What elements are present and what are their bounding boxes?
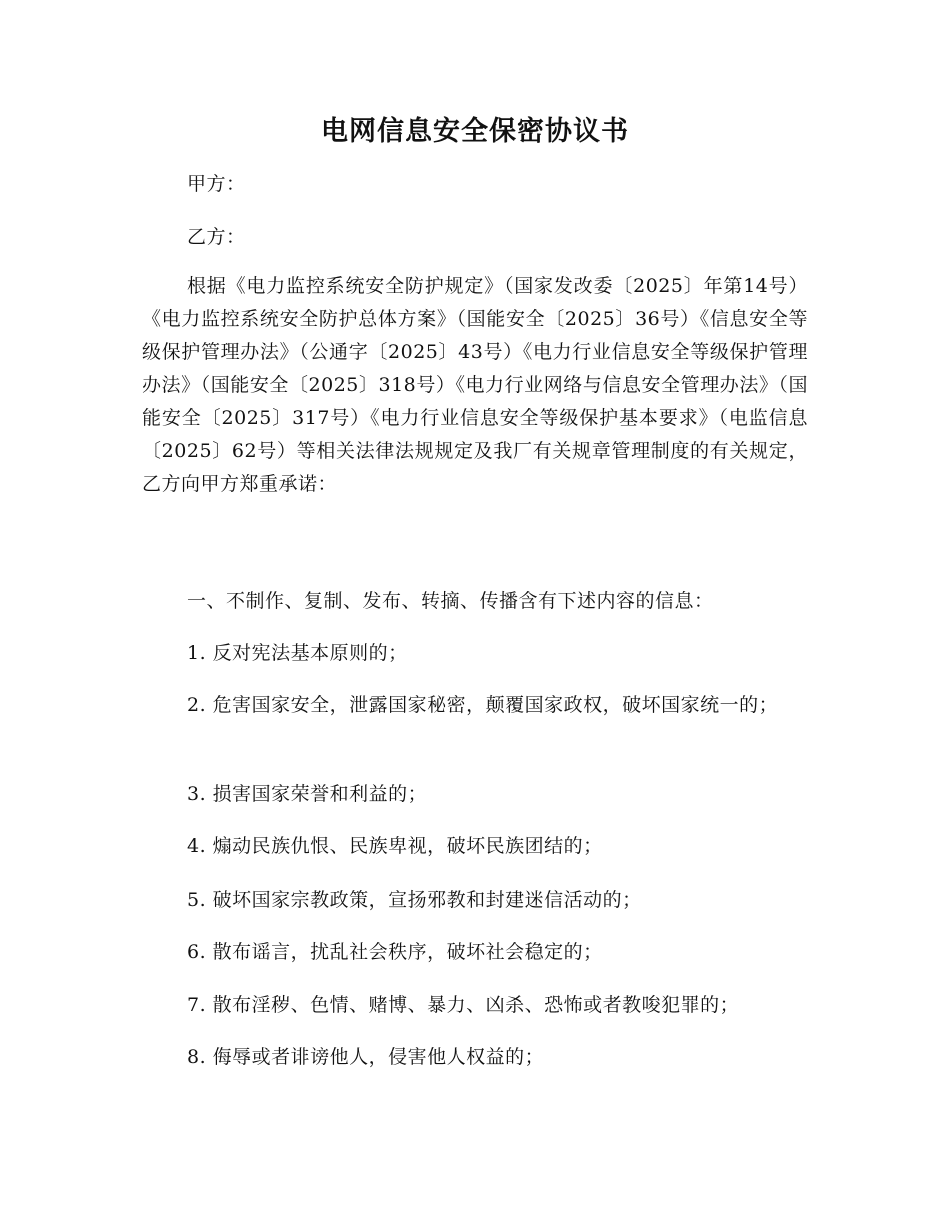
party-a-label: 甲方： xyxy=(187,173,246,195)
list-item: 4. 煽动民族仇恨、民族卑视，破坏民族团结的； xyxy=(187,835,603,857)
list-item: 3. 损害国家荣誉和利益的； xyxy=(187,783,428,805)
list-item: 7. 散布淫秽、色情、赌博、暴力、凶杀、恐怖或者教唆犯罪的； xyxy=(187,994,740,1016)
intro-paragraph: 根据《电力监控系统安全防护规定》（国家发改委〔2025〕年第14号）《电力监控系统安全防护总体方案》（国能安全〔2025〕36号）《信息安全等级保护管理办法》（公通字〔2025〕43号）《电力行业信息安全等级保护管理办法》（国能安全〔2025〕318号）《电力行业网络与信息安全管理办法》（国能安全〔2025〕317号）《电力行业信息安全等级保护基本要求》（电监信息〔2025〕62号）等相关法律法规规定及我厂有关规章管理制度的有关规定，乙方向甲方郑重承诺： xyxy=(142,275,808,495)
list-item: 8. 侮辱或者诽谤他人，侵害他人权益的； xyxy=(187,1046,545,1068)
party-b-label: 乙方： xyxy=(187,226,246,248)
list-item: 6. 散布谣言，扰乱社会秩序，破坏社会稳定的； xyxy=(187,941,603,963)
list-item: 5. 破坏国家宗教政策，宣扬邪教和封建迷信活动的； xyxy=(187,889,642,911)
section-1-heading: 一、不制作、复制、发布、转摘、传播含有下述内容的信息： xyxy=(187,590,714,612)
document-title: 电网信息安全保密协议书 xyxy=(321,116,629,147)
list-item: 2. 危害国家安全，泄露国家秘密，颠覆国家政权，破坏国家统一的； xyxy=(187,694,779,716)
list-item: 1. 反对宪法基本原则的； xyxy=(187,642,408,664)
